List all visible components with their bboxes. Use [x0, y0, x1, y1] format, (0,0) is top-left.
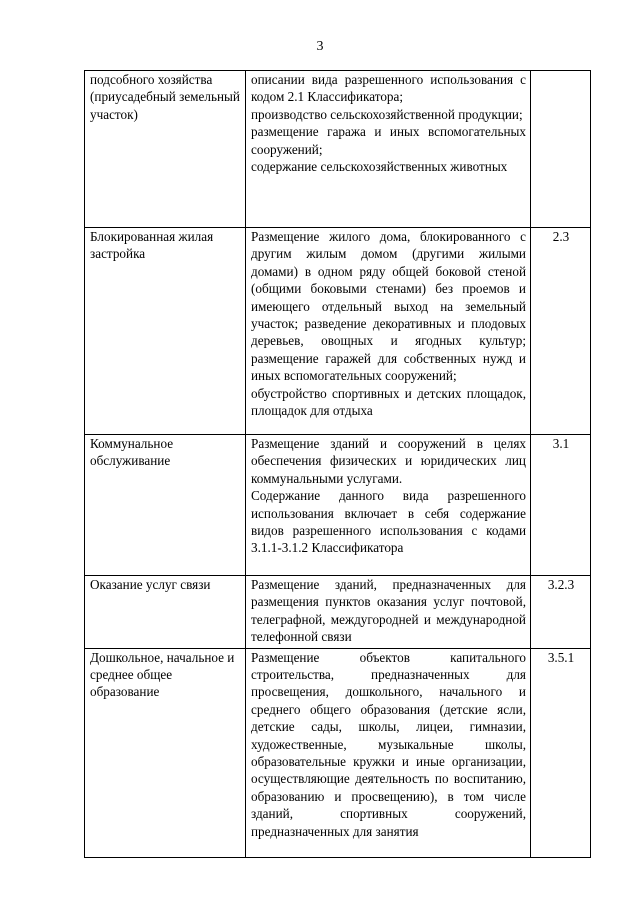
use-type-description	[246, 228, 531, 435]
use-type-name: Коммунальное обслуживание	[85, 435, 246, 576]
table-row	[85, 435, 591, 576]
description-paragraph: размещение гаража и иных вспомогательных сооружений;	[251, 124, 526, 157]
land-use-classifier-table	[84, 70, 591, 858]
use-type-code: 3.1	[531, 435, 591, 576]
table-row	[85, 648, 591, 857]
page-number: 3	[316, 39, 324, 54]
use-type-name: Дошкольное, начальное и среднее общее образование	[85, 648, 246, 857]
use-type-description	[246, 71, 531, 228]
use-type-name: Блокированная жилая застройка	[85, 228, 246, 435]
description-paragraph: Размещение жилого дома, блокированного с другим жилым домом (другими жилыми домами) в одном ряду общей боковой стеной (общими боковыми стенами) без проемов и имеющего отдельный выход на земельный участок; разведение декоративных и плодовых деревьев, овощных и ягодных культур; размещение гаражей для собственных нужд и иных вспомогательных сооружений;	[251, 229, 526, 384]
table-row	[85, 576, 591, 649]
description-paragraph: Размещение зданий, предназначенных для размещения пунктов оказания услуг почтовой, телеграфной, междугородней и международной телефонной связи	[251, 577, 526, 645]
description-paragraph: Размещение объектов капитального строительства, предназначенных для просвещения, дошкольного, начального и среднего общего образования (детские ясли, детские сады, школы, лицеи, гимназии, художественные, музыкальные школы, образовательные кружки и иные организации, осуществляющие деятельность по воспитанию, образованию и просвещению), в том числе зданий, спортивных сооружений, предназначенных для занятия	[251, 649, 526, 839]
description-paragraph: Размещение зданий и сооружений в целях обеспечения физических и юридических лиц коммунальными услугами.	[251, 436, 526, 486]
table-row	[85, 228, 591, 435]
use-type-description	[246, 576, 531, 649]
description-paragraph: обустройство спортивных и детских площадок, площадок для отдыха	[251, 385, 526, 419]
use-type-code: 3.2.3	[531, 576, 591, 649]
description-paragraph: Содержание данного вида разрешенного использования включает в себя содержание видов разрешенного использования с кодами 3.1.1-3.1.2 Классификатора	[251, 488, 526, 556]
use-type-description	[246, 435, 531, 576]
use-type-name: подсобного хозяйства (приусадебный земельный участок)	[85, 71, 246, 228]
use-type-name: Оказание услуг связи	[85, 576, 246, 649]
use-type-code: 3.5.1	[531, 648, 591, 857]
description-paragraph: описании вида разрешенного использования с кодом 2.1 Классификатора;	[251, 72, 526, 105]
description-paragraph: содержание сельскохозяйственных животных	[251, 159, 508, 175]
use-type-code: 2.3	[531, 228, 591, 435]
use-type-code	[531, 71, 591, 228]
table-row	[85, 71, 591, 228]
description-paragraph: производство сельскохозяйственной продукции;	[251, 106, 523, 122]
use-type-description	[246, 648, 531, 857]
